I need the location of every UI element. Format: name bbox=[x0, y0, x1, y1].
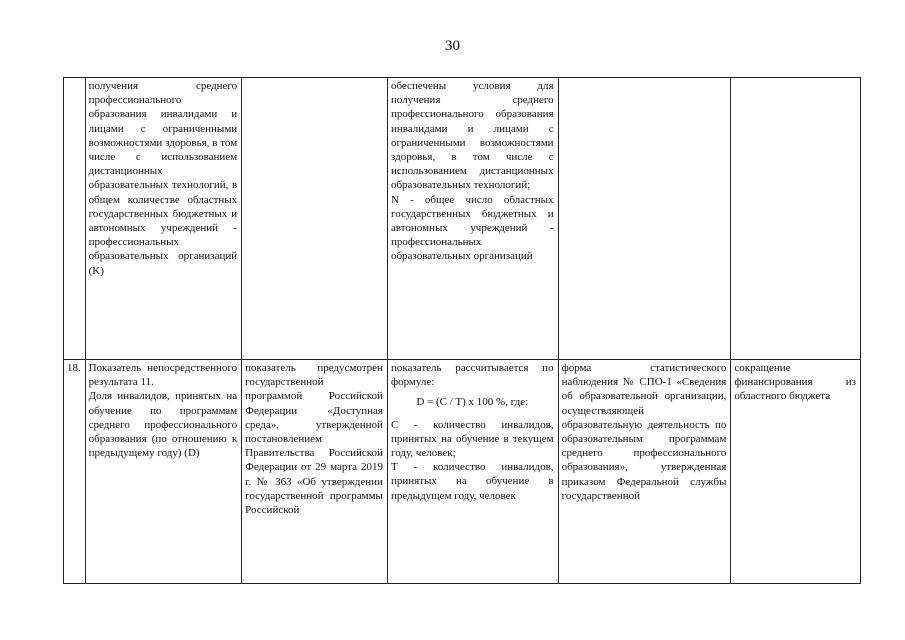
risk-cell: сокращение финансирования из областного бюджета bbox=[731, 360, 861, 584]
page-number: 30 bbox=[445, 38, 460, 54]
indicator-name-cell bbox=[85, 360, 242, 584]
indicator-table bbox=[63, 77, 861, 584]
data-source-cell: форма статистического наблюдения № СПО-1 «Сведения об образовательной организации, осуществляющей образовательную деятельность по образовательным программам среднего профессионального образования», утвержденная приказом Федеральной службы государственной bbox=[558, 360, 731, 584]
legal-basis-cell bbox=[242, 78, 388, 360]
data-source-cell bbox=[558, 78, 731, 360]
method-intro: показатель рассчитывается по формуле: bbox=[390, 362, 554, 389]
calculation-method-cell bbox=[387, 360, 558, 584]
table-row bbox=[64, 360, 861, 584]
method-text: N - общее число областных государственных бюджетных и автономных учреждений - профессиональных образовательных организаций bbox=[390, 193, 554, 263]
legal-basis-cell: показатель предусмотрен государственной программой Российской Федерации «Доступная среда», утвержденной постановлением Правительства Российской Федерации от 29 марта 2019 г. № 363 «Об утверждении государственной программы Российской bbox=[242, 360, 388, 584]
row-number-cell bbox=[64, 78, 86, 360]
indicator-description: Доля инвалидов, принятых на обучение по программам среднего профессионального образования (по отношению к предыдущему году) (D) bbox=[88, 390, 238, 460]
formula: D = (C / T) x 100 %, где: bbox=[416, 396, 529, 409]
indicator-name-cell: получения среднего профессионального образования инвалидами и лицами с ограниченными возможностями здоровья, в том числе с использованием дистанционных образовательных технологий, в общем количестве областных государственных бюджетных и автономных учреждений - профессиональных образовательных организаций (K) bbox=[85, 78, 242, 360]
formula-variable-c: C - количество инвалидов, принятых на обучение в текущем году, человек; bbox=[390, 418, 554, 460]
method-text: обеспечены условия для получения среднего профессионального образования инвалидами и лицами с ограниченными возможностями здоровья, в том числе с использованием дистанционных образовательных технологий; bbox=[390, 80, 554, 192]
row-number-cell: 18. bbox=[64, 360, 86, 584]
indicator-title: Показатель непосредственного результата 11. bbox=[88, 362, 238, 389]
calculation-method-cell bbox=[387, 78, 558, 360]
table-row bbox=[64, 78, 861, 360]
risk-cell bbox=[731, 78, 861, 360]
formula-variable-t: T - количество инвалидов, принятых на обучение в предыдущем году, человек bbox=[390, 461, 554, 502]
